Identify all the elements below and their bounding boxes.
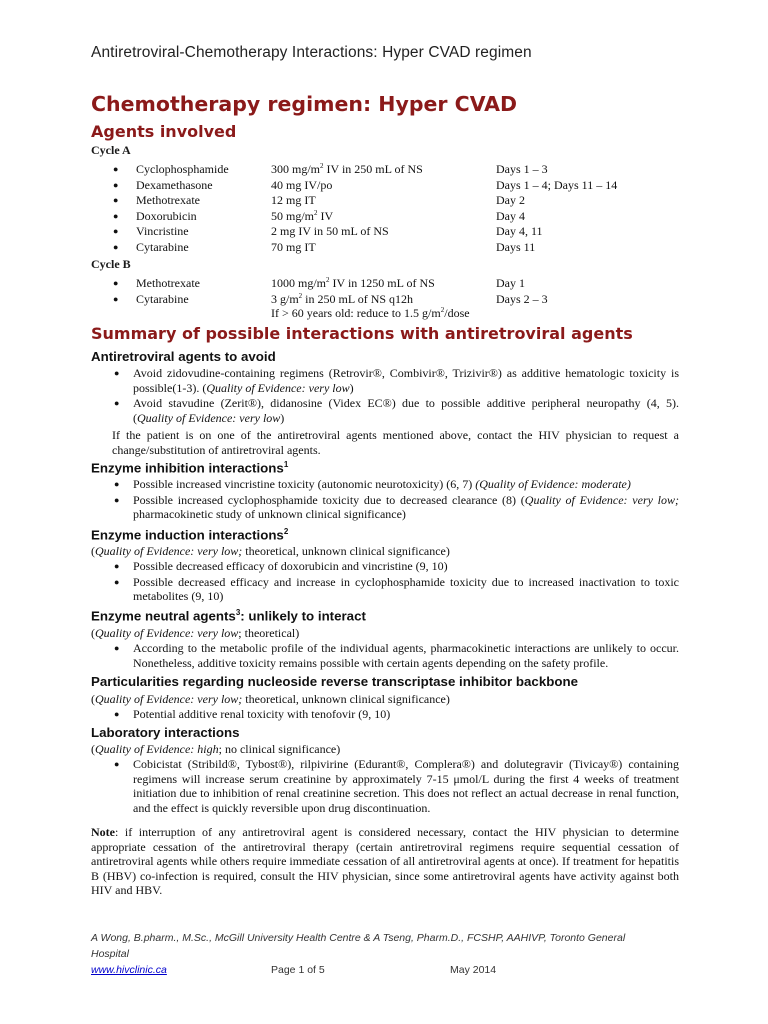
table-row [91, 193, 751, 209]
neutral-evidence: (Quality of Evidence: very low; theoretical) [91, 626, 300, 640]
drug-name: Methotrexate [136, 276, 200, 290]
nrti-list [91, 707, 679, 723]
avoid-list [91, 366, 679, 426]
bullet-icon: ● [113, 195, 119, 205]
list-item: ● Avoid stavudine (Zerit®), didanosine (Videx EC®) due to possible additive peripheral neuropathy (4, 5). (Quality of Evidence: very low) [114, 396, 679, 425]
drug-dose: 300 $mg/m^2$ IV in 250 mL of NS [271, 162, 423, 176]
bullet-icon: ● [114, 494, 120, 505]
subheading-lab: Laboratory interactions [91, 725, 240, 740]
subheading-neutral: Enzyme neutral agents$^3$: unlikely to interact [91, 608, 366, 624]
list-item: ● Possible increased vincristine toxicity (autonomic neurotoxicity) (6, 7) (Quality of Evidence: moderate) [114, 477, 631, 491]
bullet-icon: ● [113, 278, 119, 288]
drug-days: Days 1 – 4; Days 11 – 14 [496, 177, 618, 192]
table-row [91, 178, 751, 194]
lab-list [91, 757, 679, 816]
drug-dose: 12 mg IT [271, 193, 316, 207]
list-item: ● Possible increased cyclophosphamide toxicity due to decreased clearance (8) (Quality of Evidence: very low; pharmacokinetic study of unknown clinical significance) [114, 492, 680, 521]
section-heading-agents: Agents involved [91, 122, 237, 141]
avoid-paragraph: If the patient is on one of the antiretroviral agents mentioned above, contact the HIV physician to request a change/substitution of antiretroviral agents. [112, 428, 679, 457]
drug-name: Doxorubicin [136, 208, 197, 223]
subheading-inhibition: Enzyme inhibition interactions$^1$ [91, 460, 289, 476]
drug-name: Cytarabine [136, 291, 189, 306]
drug-dose: 3 $g/m^2$ in 250 mL of NS q12h [271, 291, 414, 306]
bullet-icon: ● [114, 561, 120, 571]
bullet-icon: ● [114, 709, 120, 719]
bullet-icon: ● [114, 368, 120, 378]
subheading-avoid: Antiretroviral agents to avoid [91, 349, 276, 364]
bullet-icon: ● [113, 164, 119, 174]
nrti-evidence: (Quality of Evidence: very low; theoretical, unknown clinical significance) [91, 692, 450, 706]
drug-name: Cytarabine [136, 239, 189, 254]
drug-days: Day 4 [496, 208, 525, 223]
drug-name: Methotrexate [136, 193, 200, 207]
induction-list [91, 559, 679, 605]
section-heading-summary: Summary of possible interactions with antiretroviral agents [91, 324, 633, 343]
drug-dose: 40 mg IV/po [271, 177, 333, 192]
subheading-nrti: Particularities regarding nucleoside reverse transcriptase inhibitor backbone [91, 674, 578, 689]
footer-authors: A Wong, B.pharm., M.Sc., McGill University Health Centre & A Tseng, Pharm.D., FCSHP, AAHIVP, Toronto General [91, 932, 626, 944]
drug-days: Days 11 [496, 239, 536, 254]
drug-dose: 1000 $mg/m^2$ IV in 1250 mL of NS [271, 276, 435, 290]
drug-dose: 50 $mg/m^2$ IV [271, 208, 334, 223]
table-row [91, 224, 751, 240]
list-item: ● Possible decreased efficacy of doxorubicin and vincristine (9, 10) [114, 559, 448, 573]
drug-days: Days 2 – 3 [496, 291, 548, 306]
list-item: ● Potential additive renal toxicity with tenofovir (9, 10) [114, 707, 391, 721]
list-item: ● According to the metabolic profile of the individual agents, pharmacokinetic interactions are unlikely to occur. Nonetheless, additive toxicity remains possible with certain agents depending on the safety profile. [114, 641, 679, 670]
running-header: Antiretroviral-Chemotherapy Interactions: Hyper CVAD regimen [91, 44, 532, 61]
footer-authors-cont: Hospital [91, 948, 129, 960]
note-paragraph: Note: if interruption of any antiretroviral agent is considered necessary, contact the HIV physician to determine appropriate cessation of the antiretroviral therapy (certain antiretroviral regimens require sequential cessation of antiretroviral agents while others require immediate cessation of all antiretroviral agents at once). If treatment for hepatitis B (HBV) co-infection is required, consult the HIV physician, since some antiretroviral agents have activity against both HIV and HBV. [91, 825, 679, 897]
bullet-icon: ● [113, 293, 119, 304]
cycle-b-table [91, 276, 751, 321]
subheading-induction: Enzyme induction interactions$^2$ [91, 527, 289, 543]
cycle-a-label: Cycle A [91, 143, 131, 157]
bullet-icon: ● [114, 479, 120, 489]
cycle-b-label: Cycle B [91, 257, 131, 271]
list-item: ● Cobicistat (Stribild®, Tybost®), rilpivirine (Edurant®, Complera®) and dolutegravir (Tivicay®) containing regimens will increase serum creatinine by approximately 7-15 μmol/L during the first 4 weeks of treatment initiation due to inhibition of renal creatinine secretion. This does not reflect an actual decrease in renal function, and the effect is quickly reversible upon drug discontinuation. [114, 757, 679, 815]
table-row [91, 240, 751, 256]
list-item: ● Avoid zidovudine-containing regimens (Retrovir®, Combivir®, Trizivir®) as additive hematologic toxicity is possible(1-3). (Quality of Evidence: very low) [114, 366, 679, 395]
lab-evidence: (Quality of Evidence: high; no clinical significance) [91, 742, 341, 756]
table-row [91, 276, 751, 292]
bullet-icon: ● [113, 179, 119, 190]
footer-date: May 2014 [450, 964, 497, 976]
drug-dose: 70 mg IT [271, 239, 316, 254]
drug-days: Day 1 [496, 276, 525, 290]
inhibition-list [91, 477, 679, 523]
bullet-icon: ● [114, 398, 120, 408]
footer-website-link[interactable]: www.hivclinic.ca [91, 964, 167, 976]
bullet-icon: ● [114, 643, 120, 653]
drug-name: Cyclophosphamide [136, 162, 229, 176]
induction-evidence: (Quality of Evidence: very low; theoretical, unknown clinical significance) [91, 544, 450, 558]
drug-name: Vincristine [136, 224, 189, 238]
table-row [91, 306, 751, 322]
bullet-icon: ● [113, 241, 119, 252]
bullet-icon: ● [114, 576, 120, 587]
drug-days: Days 1 – 3 [496, 162, 548, 176]
drug-dose: 2 mg IV in 50 mL of NS [271, 224, 389, 238]
bullet-icon: ● [114, 759, 120, 769]
drug-days: Day 4, 11 [496, 224, 543, 238]
dose-adjustment-note: If > 60 years old: reduce to 1.5 $g/m^2$/dose [271, 305, 470, 320]
neutral-list [91, 641, 679, 671]
bullet-icon: ● [113, 210, 119, 221]
drug-name: Dexamethasone [136, 177, 213, 192]
table-row [91, 162, 751, 178]
list-item: ● Possible decreased efficacy and increase in cyclophosphamide toxicity due to increased inactivation to toxic metabolites (9, 10) [114, 574, 679, 603]
table-row [91, 292, 751, 306]
table-row [91, 209, 751, 225]
drug-days: Day 2 [496, 193, 525, 207]
cycle-a-table [91, 162, 751, 255]
page-title: Chemotherapy regimen: Hyper CVAD [91, 92, 518, 116]
bullet-icon: ● [113, 226, 119, 236]
footer-page-number: Page 1 of 5 [271, 964, 325, 976]
